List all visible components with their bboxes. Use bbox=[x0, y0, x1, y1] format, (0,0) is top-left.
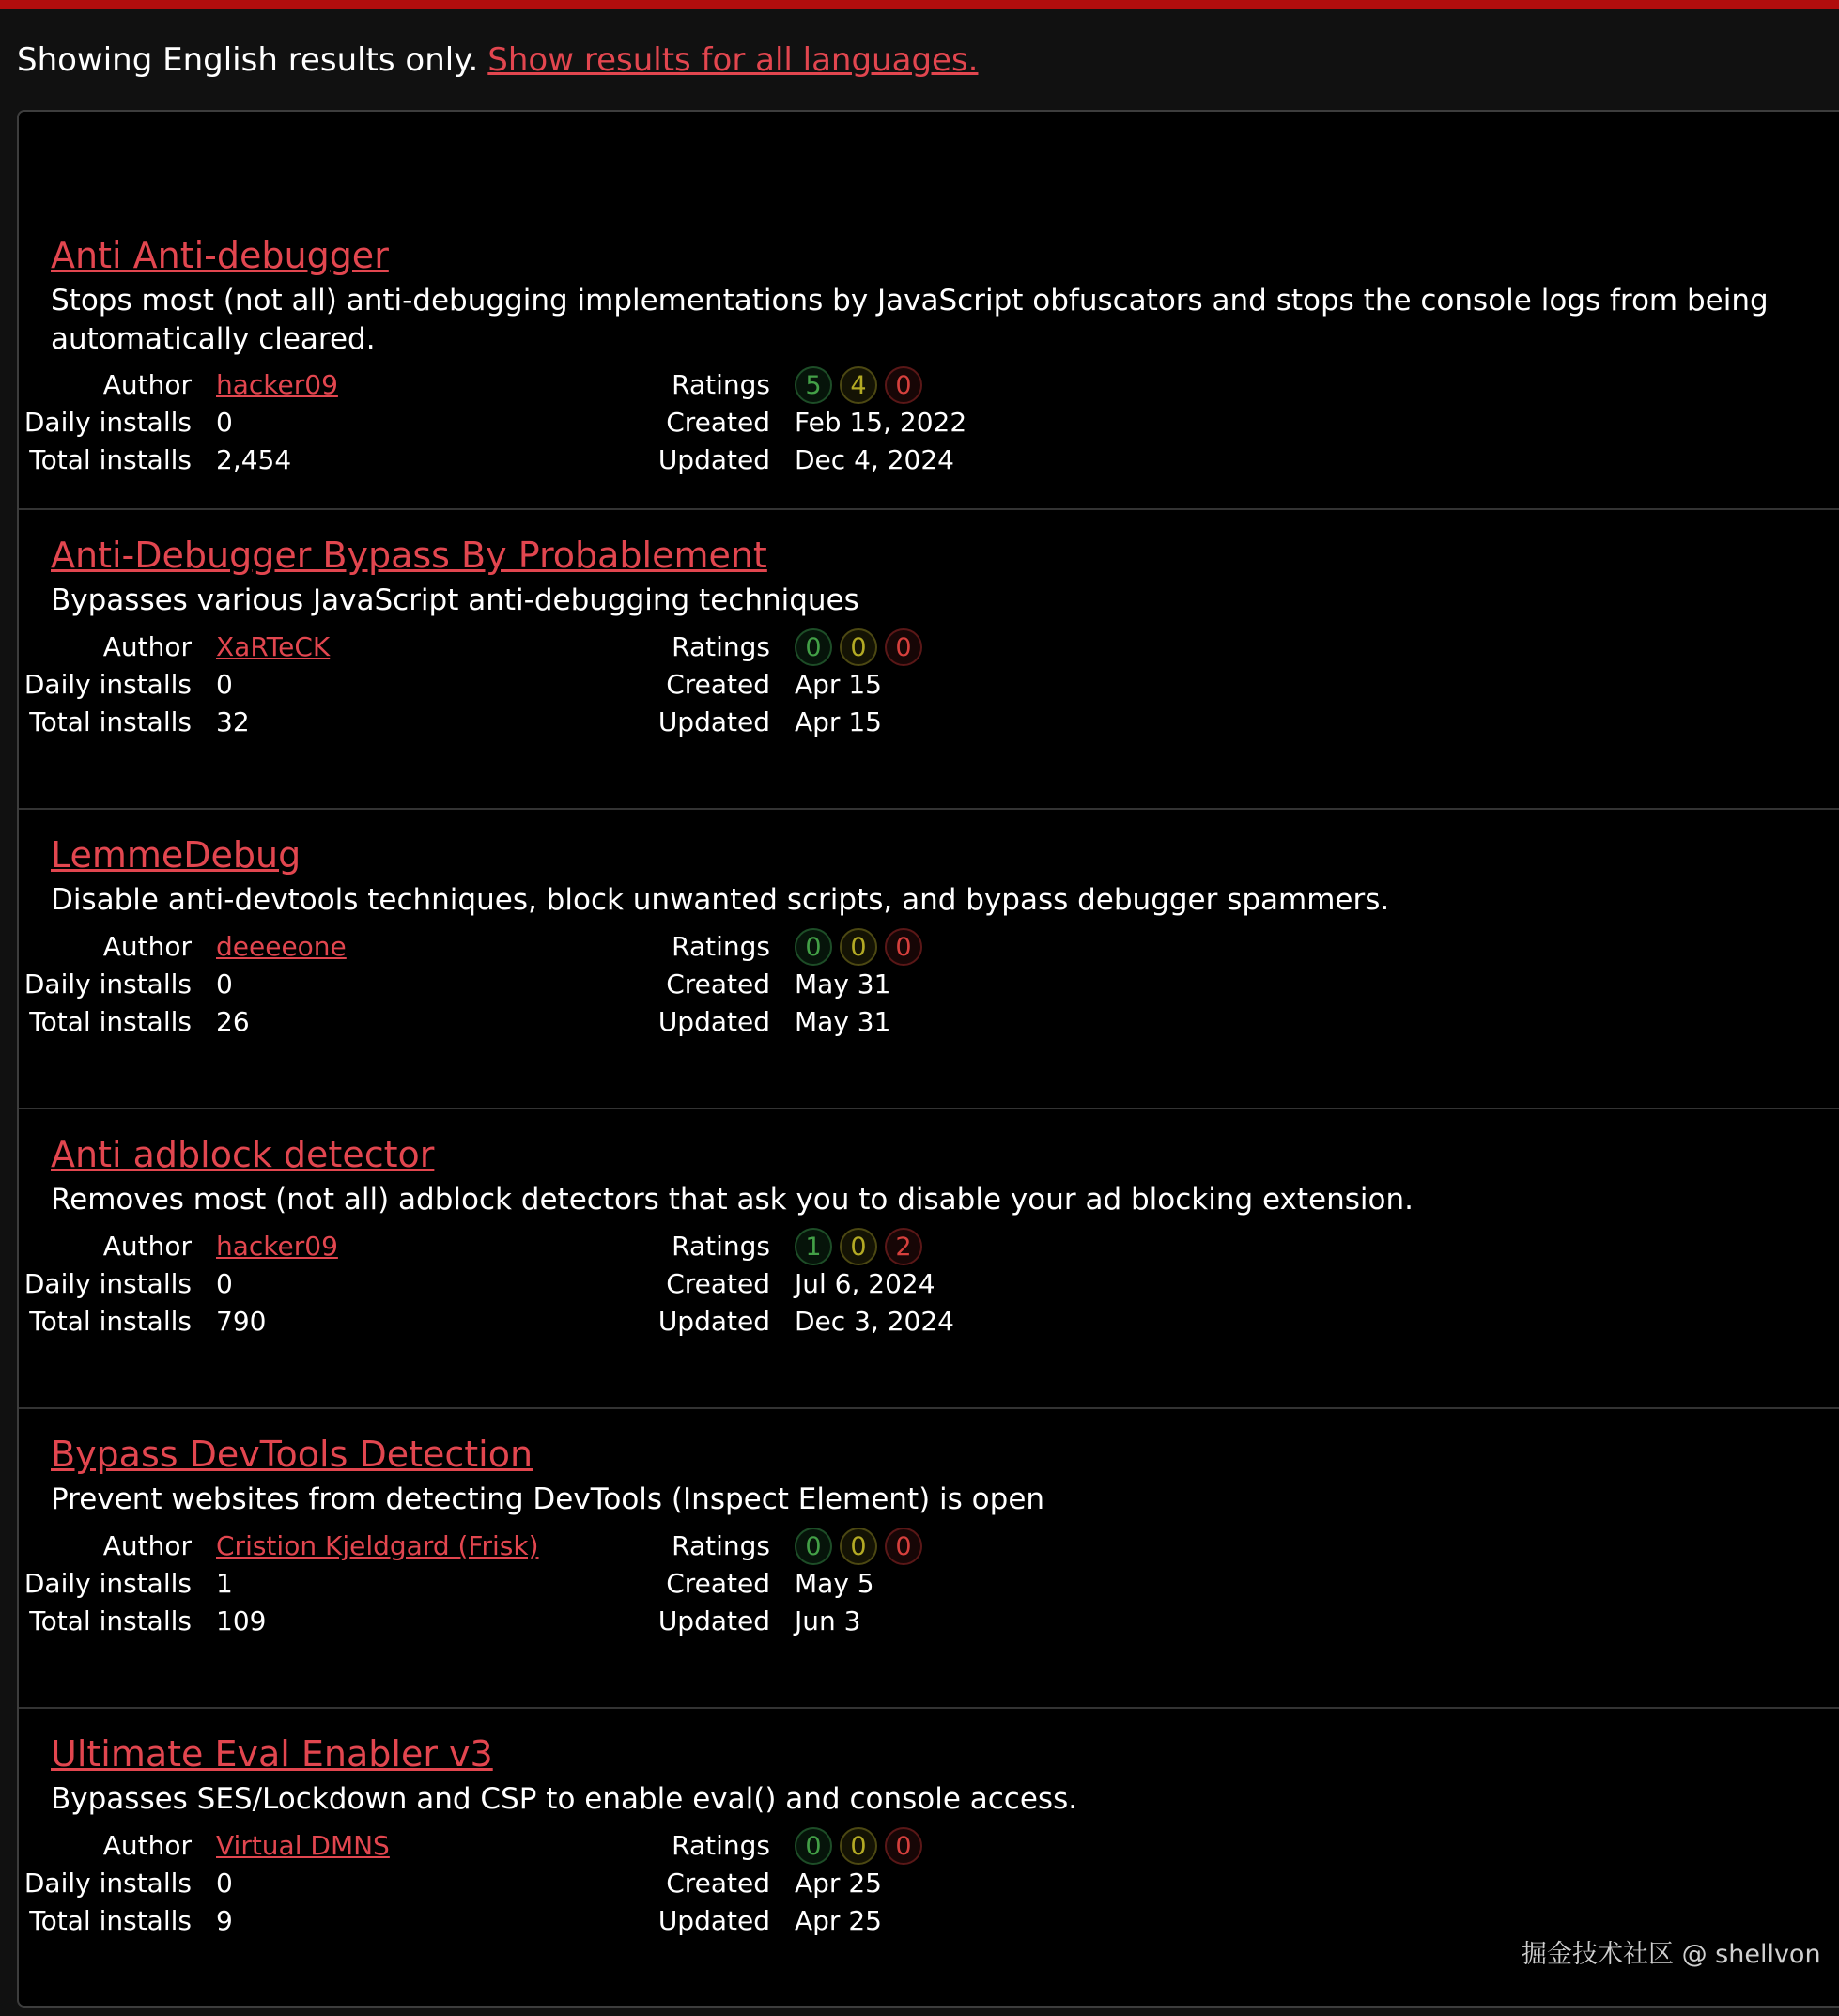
ok-rating-count: 0 bbox=[840, 1827, 877, 1865]
daily-installs-value: 0 bbox=[216, 969, 233, 1000]
good-rating-count: 0 bbox=[795, 628, 832, 666]
script-list-item bbox=[19, 1409, 1839, 1709]
ratings-label: Ratings bbox=[672, 631, 770, 662]
ratings-group bbox=[795, 1228, 922, 1265]
updated-date: May 31 bbox=[795, 1006, 891, 1037]
ratings-group bbox=[795, 1528, 922, 1565]
total-installs-label: Total installs bbox=[29, 1605, 192, 1636]
updated-date: Dec 3, 2024 bbox=[795, 1306, 954, 1337]
updated-date: Apr 15 bbox=[795, 706, 882, 737]
script-title-link[interactable]: Bypass DevTools Detection bbox=[51, 1434, 533, 1475]
author-label: Author bbox=[102, 369, 192, 400]
ratings-label: Ratings bbox=[672, 1231, 770, 1262]
ok-rating-count: 0 bbox=[840, 1528, 877, 1565]
daily-installs-label: Daily installs bbox=[23, 407, 192, 438]
total-installs-label: Total installs bbox=[29, 706, 192, 737]
total-installs-value: 2,454 bbox=[216, 444, 292, 475]
total-installs-value: 790 bbox=[216, 1306, 267, 1337]
script-description: Bypasses various JavaScript anti-debugging techniques bbox=[51, 583, 859, 617]
ratings-group bbox=[795, 1827, 922, 1865]
author-link[interactable]: Virtual DMNS bbox=[216, 1830, 390, 1861]
ok-rating-count: 0 bbox=[840, 628, 877, 666]
script-list-panel bbox=[17, 110, 1839, 2008]
created-label: Created bbox=[666, 969, 770, 1000]
created-label: Created bbox=[666, 407, 770, 438]
script-title-link[interactable]: Anti Anti-debugger bbox=[51, 235, 389, 276]
total-installs-value: 32 bbox=[216, 706, 250, 737]
ratings-label: Ratings bbox=[672, 1830, 770, 1861]
ok-rating-count: 0 bbox=[840, 928, 877, 966]
daily-installs-value: 1 bbox=[216, 1568, 233, 1599]
author-label: Author bbox=[102, 1830, 192, 1861]
created-label: Created bbox=[666, 669, 770, 700]
language-notice bbox=[17, 38, 978, 83]
daily-installs-value: 0 bbox=[216, 1868, 233, 1899]
script-list-item bbox=[19, 510, 1839, 810]
script-description: Removes most (not all) adblock detectors that ask you to disable your ad blocking extension. bbox=[51, 1183, 1414, 1217]
created-label: Created bbox=[666, 1568, 770, 1599]
script-description: Stops most (not all) anti-debugging implementations by JavaScript obfuscators and stops the console logs from being automatically cleared. bbox=[51, 284, 1769, 356]
good-rating-count: 0 bbox=[795, 1528, 832, 1565]
updated-date: Jun 3 bbox=[795, 1605, 861, 1636]
updated-label: Updated bbox=[657, 1306, 770, 1337]
daily-installs-label: Daily installs bbox=[23, 969, 192, 1000]
good-rating-count: 0 bbox=[795, 928, 832, 966]
ratings-group bbox=[795, 366, 922, 404]
updated-label: Updated bbox=[657, 444, 770, 475]
author-link[interactable]: XaRTeCK bbox=[216, 631, 331, 662]
ratings-group bbox=[795, 928, 922, 966]
created-date: Apr 15 bbox=[795, 669, 882, 700]
daily-installs-value: 0 bbox=[216, 1268, 233, 1299]
daily-installs-value: 0 bbox=[216, 407, 233, 438]
script-title-link[interactable]: Ultimate Eval Enabler v3 bbox=[51, 1733, 493, 1775]
script-title-link[interactable]: Anti-Debugger Bypass By Probablement bbox=[51, 535, 767, 576]
good-rating-count: 0 bbox=[795, 1827, 832, 1865]
total-installs-label: Total installs bbox=[29, 1006, 192, 1037]
total-installs-value: 9 bbox=[216, 1905, 233, 1936]
bad-rating-count: 2 bbox=[885, 1228, 922, 1265]
author-label: Author bbox=[102, 931, 192, 962]
script-list-item bbox=[19, 210, 1839, 510]
total-installs-label: Total installs bbox=[29, 1306, 192, 1337]
good-rating-count: 5 bbox=[795, 366, 832, 404]
updated-label: Updated bbox=[657, 1905, 770, 1936]
ok-rating-count: 4 bbox=[840, 366, 877, 404]
total-installs-value: 109 bbox=[216, 1605, 267, 1636]
ok-rating-count: 0 bbox=[840, 1228, 877, 1265]
daily-installs-label: Daily installs bbox=[23, 1568, 192, 1599]
created-date: May 5 bbox=[795, 1568, 874, 1599]
top-accent-bar bbox=[0, 0, 1839, 9]
bad-rating-count: 0 bbox=[885, 628, 922, 666]
good-rating-count: 1 bbox=[795, 1228, 832, 1265]
author-link[interactable]: Cristion Kjeldgard (Frisk) bbox=[216, 1530, 539, 1561]
author-link[interactable]: hacker09 bbox=[216, 1231, 338, 1262]
updated-label: Updated bbox=[657, 1006, 770, 1037]
created-date: Jul 6, 2024 bbox=[795, 1268, 935, 1299]
total-installs-value: 26 bbox=[216, 1006, 250, 1037]
bad-rating-count: 0 bbox=[885, 1528, 922, 1565]
author-link[interactable]: deeeeone bbox=[216, 931, 347, 962]
author-label: Author bbox=[102, 1231, 192, 1262]
language-notice-text: Showing English results only. bbox=[17, 41, 479, 79]
author-label: Author bbox=[102, 631, 192, 662]
updated-label: Updated bbox=[657, 1605, 770, 1636]
watermark: 掘金技术社区 @ shellvon bbox=[1522, 1940, 1821, 1969]
bad-rating-count: 0 bbox=[885, 928, 922, 966]
created-date: May 31 bbox=[795, 969, 891, 1000]
daily-installs-label: Daily installs bbox=[23, 1268, 192, 1299]
bad-rating-count: 0 bbox=[885, 1827, 922, 1865]
created-label: Created bbox=[666, 1868, 770, 1899]
script-description: Prevent websites from detecting DevTools (Inspect Element) is open bbox=[51, 1482, 1045, 1516]
daily-installs-label: Daily installs bbox=[23, 669, 192, 700]
created-date: Feb 15, 2022 bbox=[795, 407, 967, 438]
total-installs-label: Total installs bbox=[29, 1905, 192, 1936]
script-description: Bypasses SES/Lockdown and CSP to enable eval() and console access. bbox=[51, 1782, 1078, 1816]
updated-date: Dec 4, 2024 bbox=[795, 444, 954, 475]
created-date: Apr 25 bbox=[795, 1868, 882, 1899]
total-installs-label: Total installs bbox=[29, 444, 192, 475]
ratings-label: Ratings bbox=[672, 369, 770, 400]
script-list-item bbox=[19, 810, 1839, 1109]
daily-installs-value: 0 bbox=[216, 669, 233, 700]
show-all-languages-link[interactable]: Show results for all languages. bbox=[487, 41, 979, 79]
updated-label: Updated bbox=[657, 706, 770, 737]
author-link[interactable]: hacker09 bbox=[216, 369, 338, 400]
script-title-link[interactable]: LemmeDebug bbox=[51, 834, 301, 876]
script-description: Disable anti-devtools techniques, block unwanted scripts, and bypass debugger spammers. bbox=[51, 883, 1390, 917]
ratings-label: Ratings bbox=[672, 931, 770, 962]
ratings-group bbox=[795, 628, 922, 666]
script-list-item bbox=[19, 1109, 1839, 1409]
created-label: Created bbox=[666, 1268, 770, 1299]
bad-rating-count: 0 bbox=[885, 366, 922, 404]
ratings-label: Ratings bbox=[672, 1530, 770, 1561]
updated-date: Apr 25 bbox=[795, 1905, 882, 1936]
script-title-link[interactable]: Anti adblock detector bbox=[51, 1134, 435, 1175]
daily-installs-label: Daily installs bbox=[23, 1868, 192, 1899]
author-label: Author bbox=[102, 1530, 192, 1561]
